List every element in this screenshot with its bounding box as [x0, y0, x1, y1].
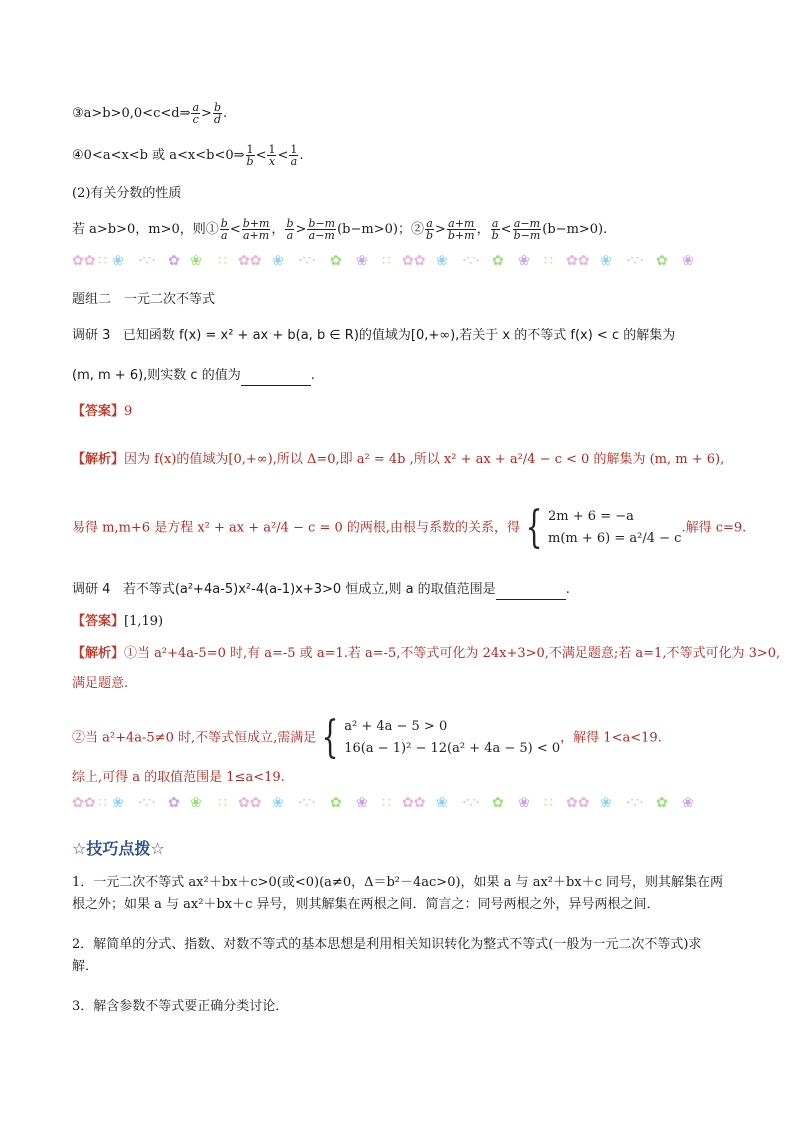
- tips-item-2: 2．解简单的分式、指数、对数不等式的基本思想是利用相关知识转化为整式不等式(一般为一元二次不等式)求解．: [72, 937, 702, 974]
- analysis-tag-3: 【解析】: [72, 452, 125, 467]
- sys3-eq1: 2m + 6 = −a: [548, 509, 634, 524]
- problem3-answer: [72, 402, 132, 422]
- fraction-1-x: $\frac{1}{x}$: [268, 143, 276, 168]
- answer-blank-4: [496, 585, 566, 600]
- item4-lt1: <: [255, 148, 267, 163]
- item3-text: ③a>b>0,0<c<d⇒: [72, 106, 191, 121]
- equation-system-4: [344, 716, 560, 760]
- fraction-a-c: $\frac{a}{c}$: [192, 101, 200, 126]
- tips-item-3: 3．解含参数不等式要正确分类讨论．: [72, 999, 289, 1014]
- analysis-tag-4: 【解析】: [72, 646, 125, 661]
- frac-b-a: $\frac{b}{a}$: [220, 217, 228, 242]
- frac-a-m-b-m: $\frac{a-m}{b-m}$: [513, 217, 541, 242]
- heading-fraction-properties: (2)有关分数的性质: [72, 186, 182, 201]
- answer-blank-3: [241, 371, 311, 386]
- frac-am-bm: $\frac{a+m}{b+m}$: [447, 217, 475, 242]
- answer-tag-3: 【答案】: [72, 404, 125, 419]
- item3-gt: >: [201, 106, 212, 121]
- problem4-analysis1: [72, 644, 780, 664]
- problem3-analysis1: [72, 450, 724, 470]
- analysis3-text1: 因为 f(x)的值域为[0,+∞),所以 Δ=0,即 a² = 4b ,所以 x² + ax + a²/4 − c < 0 的解集为 (m, m + 6),: [124, 452, 725, 467]
- fraction-b-d: $\frac{b}{d}$: [213, 101, 221, 126]
- frac-a-b-2: $\frac{a}{b}$: [491, 217, 499, 242]
- problem3-line2: (m, m + 6),则实数 c 的值为 .: [72, 366, 315, 386]
- sys4-eq2: 16(a − 1)² − 12(a² + 4a − 5) < 0: [344, 741, 561, 756]
- equation-system-3: [548, 506, 681, 550]
- fraction-rule-intro: 若 a>b>0，m>0，则①: [72, 222, 219, 237]
- problem4-analysis2: 满足题意.: [72, 676, 129, 691]
- fraction-rule-cond1: (b−m>0)；②: [337, 222, 424, 237]
- fraction-rule: 若 a>b>0，m>0，则① $\frac{b}{a}$ < $\frac{b+m}{a+m}$ ， $\frac{b}{a}$ > $\frac{b-m}{a-m}$ (b−m>0)；② $\frac{a}{b}$ > $\frac{a+m}{b+m}$ ， $\frac{a}{b}$ < $\frac{a-m}{b-m}$ (b−m>0).: [72, 217, 608, 242]
- answer-tag-4: 【答案】: [72, 614, 125, 629]
- decorative-divider-1: ✿✿ ∷ ❀ ·∵· ✿ ❀ ∷ ✿✿ ❀ ·∵· ✿ ❀ ∷ ✿✿ ❀ ·∵· ✿ ❀ ∷ ✿✿ ❀ ·∵· ✿ ❀: [72, 253, 694, 269]
- problem3-text2: (m, m + 6),则实数 c 的值为: [72, 368, 241, 383]
- problem4-answer: [72, 612, 163, 632]
- problem4-summary: 综上,可得 a 的取值范围是 1≤a<19.: [72, 770, 285, 785]
- problem3-text1: 已知函数 f(x) = x² + ax + b(a, b ∈ R)的值域为[0,+∞),若关于 x 的不等式 f(x) < c 的解集为: [122, 328, 676, 343]
- frac-b-a-2: $\frac{b}{a}$: [286, 217, 294, 242]
- item4-text: ④0<a<x<b 或 a<x<b<0⇒: [72, 148, 245, 163]
- item4-lt2: <: [277, 148, 289, 163]
- problem3-line1: [72, 326, 675, 346]
- group-title: 题组二 一元二次不等式: [72, 292, 216, 307]
- decorative-divider-2: ✿✿ ∷ ❀ ·∵· ✿ ❀ ∷ ✿✿ ❀ ·∵· ✿ ❀ ∷ ✿✿ ❀ ·∵· ✿ ❀ ∷ ✿✿ ❀ ·∵· ✿ ❀: [72, 795, 694, 811]
- problem3-label: 调研 3: [72, 328, 111, 343]
- fraction-1-b: $\frac{1}{b}$: [246, 143, 254, 168]
- analysis4-text4: ，解得 1<a<19.: [560, 730, 662, 746]
- sys4-eq1: a² + 4a − 5 > 0: [344, 719, 448, 734]
- tips-title: ☆技巧点拨☆: [72, 839, 165, 858]
- frac-bm-am: $\frac{b+m}{a+m}$: [242, 217, 270, 242]
- analysis4-text3: ②当 a²+4a-5≠0 时,不等式恒成立,需满足: [72, 730, 317, 746]
- system-brace-3: {: [525, 502, 543, 553]
- analysis3-text3: .解得 c=9.: [681, 520, 747, 536]
- fraction-rule-cond2: (b−m>0).: [542, 222, 608, 237]
- problem4-text: 若不等式(a²+4a-5)x²-4(a-1)x+3>0 恒成立,则 a 的取值范围是: [122, 582, 496, 597]
- problem3-analysis2: [72, 502, 747, 553]
- property-item-3: ③a>b>0,0<c<d⇒ $\frac{a}{c}$ > $\frac{b}{d}$ .: [72, 101, 228, 126]
- system-brace-4: {: [321, 712, 339, 763]
- analysis3-text2: 易得 m,m+6 是方程 x² + ax + a²/4 − c = 0 的两根,由根与系数的关系，得: [72, 520, 521, 536]
- problem4-label: 调研 4: [72, 582, 111, 597]
- fraction-1-a: $\frac{1}{a}$: [290, 143, 298, 168]
- property-item-4: ④0<a<x<b 或 a<x<b<0⇒ $\frac{1}{b}$ < $\frac{1}{x}$ < $\frac{1}{a}$ .: [72, 143, 304, 168]
- frac-a-b: $\frac{a}{b}$: [425, 217, 433, 242]
- problem4-line1: 调研 4 若不等式(a²+4a-5)x²-4(a-1)x+3>0 恒成立,则 a 的取值范围是 .: [72, 580, 570, 600]
- answer-value-3: 9: [124, 404, 133, 419]
- frac-b-m-a-m: $\frac{b-m}{a-m}$: [308, 217, 336, 242]
- sys3-eq2: m(m + 6) = a²/4 − c: [548, 531, 682, 546]
- answer-value-4: [1,19): [124, 614, 164, 629]
- problem4-analysis3: [72, 712, 662, 763]
- analysis4-text1: ①当 a²+4a-5=0 时,有 a=-5 或 a=1.若 a=-5,不等式可化为 24x+3>0,不满足题意;若 a=1,不等式可化为 3>0,: [124, 646, 781, 661]
- tips-item-1: 1．一元二次不等式 ax²＋bx＋c>0(或<0)(a≠0，Δ＝b²－4ac>0)，如果 a 与 ax²＋bx＋c 同号，则其解集在两根之外；如果 a 与 ax²＋bx＋c 异号，则其解集在两根之间．简言之：同号两根之外，异号两根之间．: [72, 875, 724, 912]
